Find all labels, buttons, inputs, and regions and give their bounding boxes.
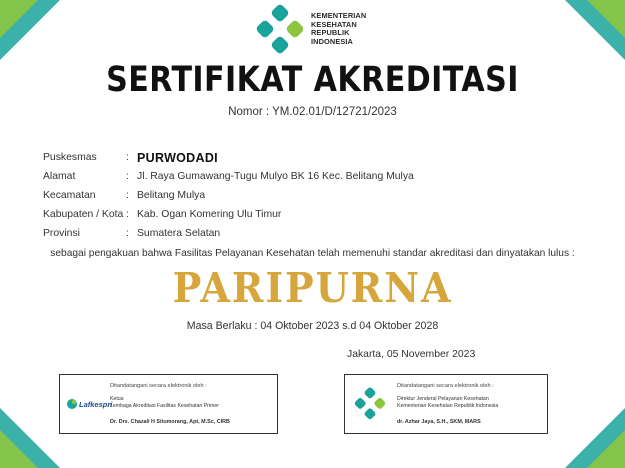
info-label: Kecamatan [43,190,96,201]
info-label: Alamat [43,171,76,182]
ministry-name [311,12,366,46]
lafkespri-logo-icon [66,396,114,412]
facility-district: Belitang Mulya [137,190,206,201]
validity-period: Masa Berlaku : 04 Oktober 2023 s.d 04 Oktober 2028 [186,320,439,332]
ministry-line: KESEHATAN [311,19,357,29]
accreditation-statement: sebagai pengakuan bahwa Fasilitas Pelayanan Kesehatan telah memenuhi standar akreditasi dan dinyatakan lulus : [50,248,575,259]
certificate-number: Nomor : YM.02.01/D/12721/2023 [228,106,397,118]
signature-role-line: Direktur Jenderal Pelayanan Kesehatan [397,396,489,402]
ministry-logo-icon [254,4,306,56]
info-colon: : [126,190,129,201]
ministry-line: KEMENTERIAN [311,11,367,20]
info-label: Puskesmas [43,152,97,163]
info-row-kabupaten [43,205,414,224]
info-row-alamat [43,167,414,186]
signature-role-line: Lembaga Akreditasi Fasilitas Kesehatan Primer [110,402,219,409]
certificate-title: SERTIFIKAT AKREDITASI [106,60,519,100]
facility-name: PURWODADI [137,150,218,165]
corner-ornament-bottom-left [0,408,60,468]
signatory-name: dr. Azhar Jaya, S.H., SKM, MARS [397,419,481,425]
info-colon: : [126,228,129,239]
lafkespri-logo-text: Lafkespri [79,400,113,409]
facility-address: Jl. Raya Gumawang-Tugu Mulyo BK 16 Kec. Belitang Mulya [137,171,414,182]
facility-province: Sumatera Selatan [137,228,221,239]
signature-box-right [344,374,548,434]
facility-regency: Kab. Ogan Komering Ulu Timur [137,209,282,220]
ministry-seal-icon [353,387,387,421]
info-colon: : [126,152,129,163]
signature-role-line: Ketua [110,396,124,402]
corner-ornament-bottom-right [565,408,625,468]
info-row-kecamatan [43,186,414,205]
info-label: Kabupaten / Kota [43,209,124,220]
info-label: Provinsi [43,228,80,239]
corner-ornament-top-right [565,0,625,60]
ministry-line: REPUBLIK [311,28,350,38]
facility-info [43,148,414,243]
accreditation-status: PARIPURNA [172,264,453,312]
place-date: Jakarta, 05 November 2023 [347,349,476,360]
info-row-puskesmas [43,148,414,167]
signature-header: Ditandatangani secara elektronik oleh : [110,383,207,389]
signature-box-left [59,374,278,434]
signature-header: Ditandatangani secara elektronik oleh : [397,383,494,389]
signatory-name: Dr. Drs. Chazali H Situmorang, Apt, M.Sc, CIRB [110,419,230,425]
info-colon: : [126,171,129,182]
info-colon: : [126,209,129,220]
signature-role [110,396,219,409]
signature-role-line: Kementerian Kesehatan Republik Indonesia [397,402,499,409]
ministry-line: INDONESIA [311,36,353,46]
info-row-provinsi [43,224,414,243]
corner-ornament-top-left [0,0,60,60]
signature-role [397,396,498,409]
